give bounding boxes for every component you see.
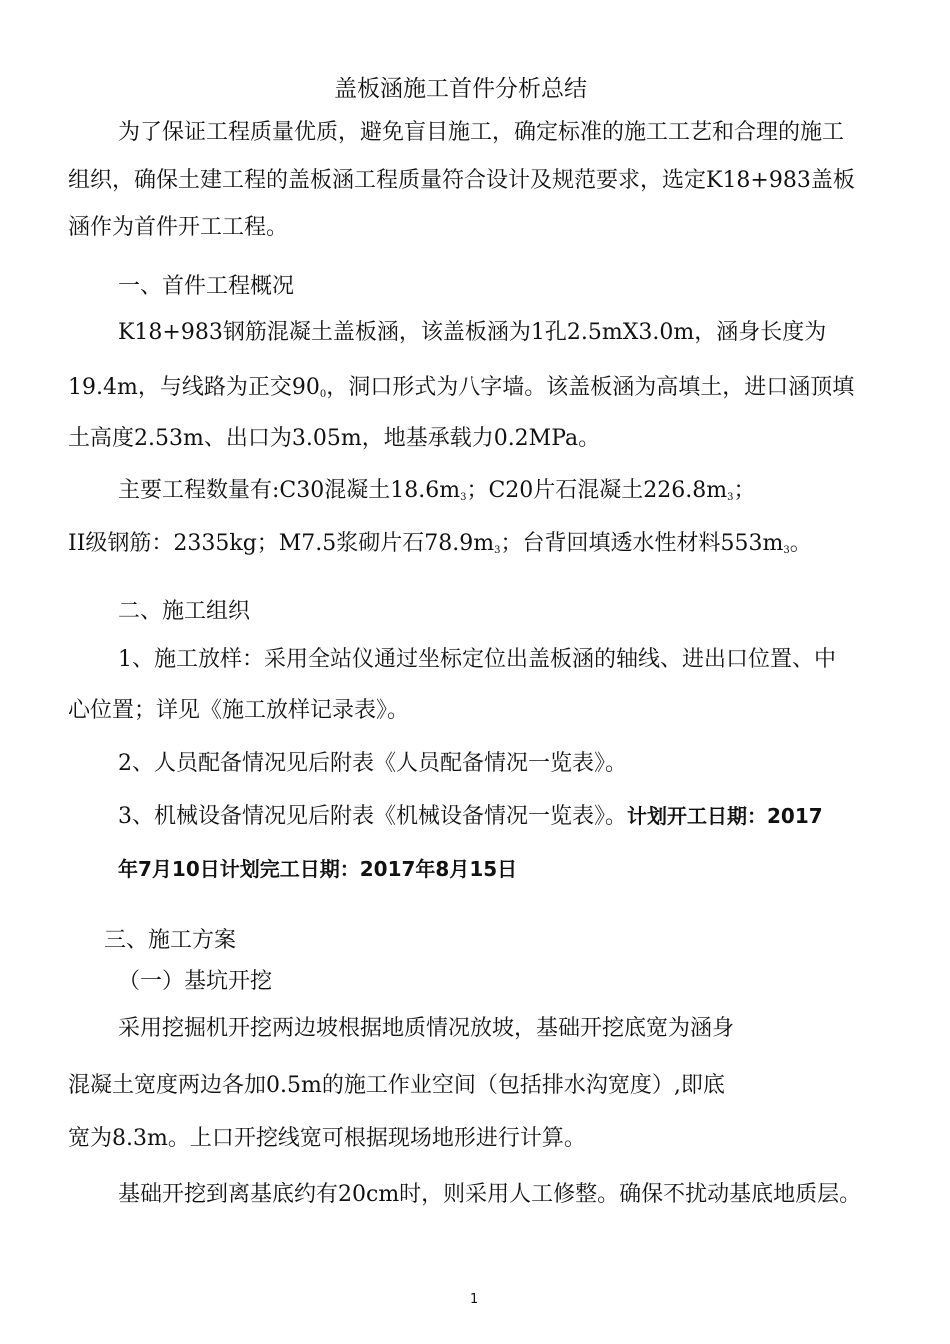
page-number: 1 [470, 1292, 479, 1307]
intro-line-1: 为了保证工程质量优质，避免盲目施工，确定标准的施工工艺和合理的施工 [118, 120, 845, 145]
section3-p2: 基础开挖到离基底约有20cm时，则采用人工修整。确保不扰动基底地质层。 [118, 1182, 862, 1207]
document-title: 盖板涵施工首件分析总结 [334, 76, 587, 102]
section2-heading: 二、施工组织 [118, 599, 251, 624]
section1-quantities-line-1: 主要工程数量有:C30混凝土$18.6m_3$；C20片石混凝土$226.8m_3$； [118, 478, 756, 503]
section2-item2: 2、人员配备情况见后附表《人员配备情况一览表》。 [118, 751, 627, 776]
section1-heading: 一、首件工程概况 [118, 274, 295, 299]
plan-start-date: 计划开工日期：2017 [627, 804, 823, 828]
plan-dates-line: 年7月10日计划完工日期：2017年8月15日 [118, 857, 518, 881]
section3-subheading: （一）基坑开挖 [118, 969, 273, 994]
section1-p1-line-2: 19.4m，与线路为正交$90_0$，洞口形式为八字墙。该盖板涵为高填土，进口涵顶填 [68, 375, 855, 400]
intro-line-2: 组织，确保土建工程的盖板涵工程质量符合设计及规范要求，选定K18+983盖板 [68, 168, 855, 193]
intro-line-3: 涵作为首件开工工程。 [68, 215, 289, 240]
section3-p1-line-3: 宽为8.3m。上口开挖线宽可根据现场地形进行计算。 [68, 1126, 586, 1151]
section3-heading: 三、施工方案 [104, 928, 237, 953]
section2-item3: 3、机械设备情况见后附表《机械设备情况一览表》。计划开工日期：2017 [118, 804, 823, 829]
section1-p1-line-1: K18+983钢筋混凝土盖板涵，该盖板涵为1孔2.5mX3.0m，涵身长度为 [118, 320, 827, 345]
section1-p1-line-3: 土高度2.53m、出口为3.05m，地基承载力0.2MPa。 [68, 426, 601, 451]
section1-quantities-line-2: II级钢筋：2335kg；M7.5浆砌片石$78.9m_3$；台背回填透水性材料$553m_3$。 [68, 531, 812, 556]
section2-item1-line-1: 1、施工放样：采用全站仪通过坐标定位出盖板涵的轴线、进出口位置、中 [118, 647, 836, 672]
section3-p1-line-2: 混凝土宽度两边各加0.5m的施工作业空间（包括排水沟宽度）,即底 [68, 1073, 725, 1098]
section2-item1-line-2: 心位置；详见《施工放样记录表》。 [68, 698, 410, 723]
section3-p1-line-1: 采用挖掘机开挖两边坡根据地质情况放坡，基础开挖底宽为涵身 [118, 1016, 735, 1041]
